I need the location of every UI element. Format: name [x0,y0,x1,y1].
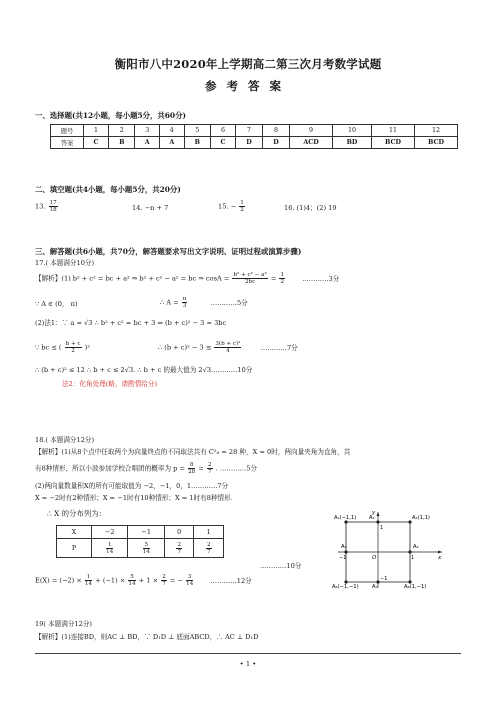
point-a5 [344,550,347,553]
q18-head: 18.( 本题满分12分) [35,436,95,444]
dist-p-label: P [57,539,92,558]
fill-q16: 16. (1)4；(2) 19 [284,204,337,212]
q-number: 6 [210,125,235,137]
answer-table-number-row [51,125,458,137]
frac-den: 2 [71,348,75,354]
q17-l1-text: 【解析】(1) b² + c² = bc + a² ⇒ b² + c² − a² = bc ⇒ cosA = [35,274,230,283]
q-number: 10 [333,125,372,137]
q17-l1-frac2 [279,272,285,285]
q-answer: BCD [415,137,458,149]
tick-neg1-x: −1 [339,555,347,561]
q-answer: D [236,137,263,149]
q17-l2-text-b: ∴ A = [160,298,179,307]
q-answer: ACD [290,137,333,149]
label-a5: A₅ [341,544,347,550]
q-answer: BD [333,137,372,149]
dist-x-label: X [57,526,92,539]
q17-line4b [158,341,298,354]
q-number: 9 [290,125,333,137]
q15-fraction [239,200,245,213]
tick-neg1-y: −1 [380,576,388,582]
q-answer: A [160,137,185,149]
label-origin: O [372,555,377,561]
q13-numerator: 17 [49,200,57,206]
q17-l2-frac [182,296,188,309]
q17-l1-frac [232,272,267,285]
score: …………7分 [260,343,298,352]
frac-num: 2 [206,541,211,548]
frac-num: 1 [86,574,91,580]
frac-num: 2 [177,541,181,548]
exp-text: = − [169,576,184,585]
q19-head: 19( 本题满分12分) [35,620,92,628]
q13-denominator: 18 [49,207,57,213]
q17-line1 [35,272,339,285]
q-answer: C [210,137,235,149]
q17-line3: (2)法1：∵ a = √3 ∴ b² + c² = bc + 3 ⇒ (b + c)² − 3 = 3bc [35,319,227,327]
frac-den: 14 [142,548,150,555]
q18-expectation [35,574,252,587]
answer-table-answer-row [51,137,458,149]
answer-table [50,124,458,149]
label-y: y [372,510,376,516]
point-a2 [376,520,379,523]
tick-1-y: 1 [380,525,384,531]
dist-p-value [164,539,194,558]
score: …………12分 [210,576,252,585]
score: …………3分 [302,274,340,283]
q17-l4-text: ∵ bc ≤ ( [35,343,62,352]
q-answer: D [262,137,289,149]
q13-label: 13. [35,202,46,211]
frac-num: 2 [208,462,212,468]
equals: = [270,274,277,283]
q17-line2b [160,296,248,309]
section2-heading: 二、填空题(共4小题，每小题5分，共20分) [35,185,181,194]
q18-l2-text: 有8种情形，所以小波参加学校合唱团的概率为 p = [35,464,186,473]
q15-numerator: 1 [240,200,244,206]
q-number: 7 [236,125,263,137]
q-answer: A [135,137,160,149]
dist-x-value: 1 [194,526,224,539]
q17-line2 [35,300,78,309]
q18-line4: X = −2时有2种情形；X = −1时有10种情形；X = 1时有8种情形. [35,494,233,502]
section1-heading: 一、选择题(共12小题，每小题5分，共60分) [35,111,186,120]
q-answer: B [109,137,135,149]
frac-num: 8 [189,462,194,468]
label-x: x [438,555,442,561]
q17-l4-frac2 [214,341,241,354]
fill-q14: 14. −n + 7 [132,204,169,212]
exp-frac [186,574,193,587]
dist-p-value [194,539,224,558]
frac-den: 2 [280,279,285,285]
y-axis-arrow [377,512,380,516]
exp-text: E(X) = (−2) × [35,576,82,585]
page-number: • 1 • [239,660,257,668]
fill-q13 [35,200,59,213]
frac-den: 3 [182,303,187,309]
row-label-number: 题号 [51,125,84,137]
label-a3: A₃(1,1) [412,515,430,521]
dist-p-value [128,539,164,558]
frac-den: 28 [188,469,196,475]
tick-1-x: 1 [411,555,415,561]
q17-l4-text-c: ∴ (b + c)² − 3 ≤ [158,343,212,352]
frac-num: 1 [107,541,112,548]
q17-l4-frac [65,341,82,354]
page-subtitle: 参考答案 [205,79,291,93]
q-number: 3 [135,125,160,137]
q-number: 11 [372,125,415,137]
q-answer: C [84,137,109,149]
row-label-answer: 答案 [51,137,84,149]
frac-num: 3 [187,574,192,580]
frac-num: b + c [65,341,81,347]
frac-den: 2bc [244,279,256,285]
q-number: 2 [109,125,135,137]
dist-p-value [92,539,128,558]
fill-q15 [218,200,246,213]
dist-x-row [57,526,224,539]
q17-l4-close: )² [84,343,90,352]
q17-line4 [35,341,90,354]
score: . …………5分 [215,464,258,473]
frac-den: 7 [177,548,181,555]
q15-denominator: 2 [240,207,244,213]
q15-label: 15. − [218,202,237,211]
exp-text: + 1 × [138,576,159,585]
exp-frac [85,574,92,587]
q-number: 1 [84,125,109,137]
frac-num: π [182,296,187,302]
score: …………5分 [210,298,248,307]
dist-p-row [57,539,224,558]
q17-l2-text: ∵ A ∈ (0， π) [35,300,78,308]
q17-line6: 法2：化角处理(略，请酌情给分) [62,380,158,388]
coordinate-figure [332,508,448,590]
dist-x-value: −2 [92,526,128,539]
frac-den: 14 [186,581,194,587]
exp-frac [161,574,167,587]
q18-l2-frac [188,462,195,475]
frac-den: 14 [128,581,136,587]
frac-den: 7 [162,581,166,587]
label-a2: A₂ [369,515,375,521]
x-axis-arrow [438,551,442,554]
frac-num: b² + c² − a² [233,272,267,278]
dist-x-value: 0 [164,526,194,539]
q18-line2 [35,462,257,475]
q18-score10: …………10分 [260,562,302,570]
distribution-table [56,525,224,558]
label-a4: A₄ [413,544,419,550]
q17-line5: ∴ (b + c)² ≤ 12 ∴ b + c ≤ 2√3. ∴ b + c 的最大值为 2√3…………10分 [35,366,253,374]
label-a6: A₆(−1,−1) [332,584,359,590]
q18-l2-frac2 [207,462,213,475]
frac-num: 1 [280,272,285,278]
frac-num: 5 [130,574,134,580]
frac-den: 7 [208,469,212,475]
q17-head: 17.( 本题满分10分) [35,259,95,267]
point-a4 [408,550,411,553]
exp-frac [128,574,135,587]
page-title: 衡阳市八中2020年上学期高二第三次月考数学试题 [114,57,382,71]
equals: = [198,464,204,473]
q18-line1: 【解析】(1)从8个点中任取两个为向量终点的不同取法共有 C²₈ = 28 种，X = 0时，两向量夹角为直角，共 [35,448,351,456]
q-number: 12 [415,125,458,137]
q-number: 8 [262,125,289,137]
frac-den: 7 [206,548,211,555]
q-number: 4 [160,125,185,137]
frac-num: 3(b + c)² [215,341,241,347]
label-a1: A₁(−1,1) [334,515,357,521]
q-number: 5 [184,125,210,137]
label-a8: A₈(1,−1) [404,584,427,590]
frac-num: 5 [144,541,148,548]
frac-den: 4 [226,348,230,354]
dist-x-value: −1 [128,526,164,539]
section3-heading: 三、解答题(共6小题，共70分，解答题要求写出文字说明、证明过程或演算步骤) [35,247,302,256]
label-a7: A₇ [372,584,378,590]
q18-line3: (2)两向量数量积X的所有可能取值为 −2，−1，0，1…………7分 [35,482,229,490]
q13-fraction [49,200,58,213]
frac-den: 14 [106,548,114,555]
frac-den: 14 [84,581,93,587]
q-answer: BCD [372,137,415,149]
exp-text: + (−1) × [95,576,126,585]
frac-num: 2 [162,574,166,580]
footer-rule [35,653,461,654]
q-answer: B [184,137,210,149]
q19-line1: 【解析】(1)连接BD，则AC ⊥ BD，∵ D₁D ⊥ 底面ABCD，∴ AC ⊥ D₁D [35,633,259,641]
q18-line5: ∴ X 的分布列为： [47,509,107,518]
